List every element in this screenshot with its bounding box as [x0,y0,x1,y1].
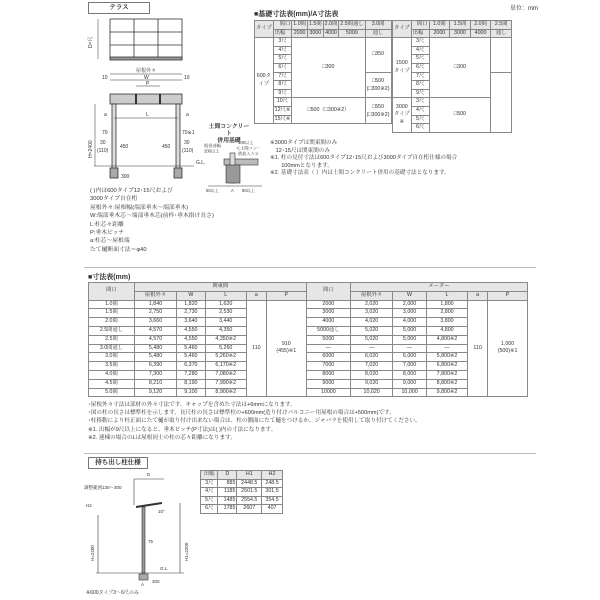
value-cell: □500 [429,98,491,132]
cell: 354.5 [262,496,283,505]
row-label: 4尺 [411,106,429,115]
cell: 1,620 [205,300,246,309]
row-label: 3尺 [411,98,429,107]
concrete-note: 100以上 [238,140,254,145]
col-head: L [205,291,246,300]
col-head: 2.0間 [323,21,339,30]
legend-line: P:垂木ピッチ [90,230,125,237]
cell: 2,730 [177,309,205,318]
cell: 3,020 [351,309,393,318]
col-head: H2 [262,471,283,480]
cell: — [351,344,393,353]
h30-left: 30 [100,140,106,146]
foundation-notes [270,140,457,178]
cell: 4,800 [426,326,467,335]
row-label: 5尺 [411,115,429,124]
cell: 7,990※2 [205,379,246,388]
cell: 7,300 [134,370,176,379]
row-label: 10尺 [273,98,292,107]
col-head: 1.0間 [292,21,308,30]
col-head: 3000 [450,29,471,38]
cell: 2000 [306,300,350,309]
cell: 885 [218,479,237,488]
legend-line: ( )内は600タイプ12･15尺および [90,188,173,194]
cell: 5,000 [393,326,427,335]
cell: 2554.5 [237,496,262,505]
legend [90,187,214,254]
row-label: 3尺 [273,38,292,47]
cell: 5,260※2 [205,353,246,362]
col-head: 屋根外々 [351,291,393,300]
foundation-table-600 [254,20,392,124]
row-label: 7尺 [273,72,292,81]
table-row [89,388,528,397]
cell: 4,570 [134,326,176,335]
row-label: 9尺 [411,89,429,98]
cell: 5000通し [306,326,350,335]
roof-plan [110,19,182,59]
foundation-table-1500-3000 [392,20,512,133]
cell: 1,820 [177,300,205,309]
note-line: ※3000タイプは関東間のみ [270,140,338,146]
legend-line: 屋根外々:屋根幅(端部垂木～端部垂木) [90,204,189,211]
row-label: 7尺 [411,72,429,81]
row-label: 4尺 [411,46,429,55]
col-head: 4000 [470,29,491,38]
concrete-note: 50以上 [242,188,256,193]
cell: 6尺 [201,505,218,514]
cell: 2,000 [393,300,427,309]
legend-line: L:柱芯々距離 [90,221,124,228]
concrete-note: 鉄筋入り≫ [238,151,259,156]
value-cell: □350 [365,38,391,72]
concrete-note: 根巻部幅 [204,143,221,148]
gl-label: G.L. [196,160,206,166]
cell: 3尺 [201,479,218,488]
cell: 5,480 [134,353,176,362]
ten-left: 10 [102,75,108,81]
cell: 6,800※2 [426,362,467,371]
cell: 407 [262,505,283,514]
l-label: L [146,112,149,118]
col-span: 間口 [273,21,292,30]
value-cell: □500（□300※2） [292,98,365,124]
cell: 8,000 [393,370,427,379]
cell: 6,170※2 [205,362,246,371]
row-label: 6尺 [273,63,292,72]
cell: 248.5 [262,479,283,488]
cell: 8,190 [177,379,205,388]
cell: 2.0間 [89,318,135,327]
cell: 7,280 [177,370,205,379]
table-row [89,318,528,327]
cell: 8000 [306,370,350,379]
note-line: ※1. 出幅が9尺以上になると、垂木ピッチ(P寸法)は( )内の寸法になります。 [88,426,277,433]
table-row [89,309,528,318]
cell: 5,460 [177,353,205,362]
note-line: 100mmとなります。 [270,162,333,169]
col-proj: 出幅 [273,29,292,38]
cell: 6000 [306,353,350,362]
cell: 4,570 [134,335,176,344]
col-head: H1 [237,471,262,480]
cell: — [426,344,467,353]
note-line: ※2. 基礎寸法表（ ）内は土間コンクリート併用の基礎寸法となります。 [270,170,450,177]
note-line: ･柱移動により柱正面にたて樋が取り付け出来ない場合は、柱の側面にたて樋をつけるか、ジャバラを使用して取り付けてください。 [88,418,421,425]
cell: 9,800※2 [426,388,467,397]
cell: 6,390 [134,362,176,371]
cell: — [393,344,427,353]
a-right: a [186,112,189,118]
col-head: a [468,291,488,300]
cantilever-label: 持ち出し柱仕様 [88,457,148,469]
cell: 4.5間 [89,379,135,388]
cell: 4,020 [351,318,393,327]
value-cell: □300 [292,38,365,98]
dims-title: ■寸法表(mm) [88,274,131,281]
divider [84,267,536,268]
value-cell [365,72,391,98]
col-head: 4000 [323,29,339,38]
h-label: H=2400 [90,545,95,561]
a-label: A [141,582,145,587]
row-label: 9尺 [273,89,292,98]
col-head: 通し [365,29,391,38]
col-head: W [177,291,205,300]
unit-label: 単位：mm [510,6,538,12]
cell: 110 [468,300,488,397]
col-head: 1.5間 [450,21,471,30]
dims-notes [88,401,421,442]
cell: 7,080※2 [205,370,246,379]
col-head: 出幅 [201,471,218,480]
row-label: 8尺 [273,81,292,90]
col-span: 間口 [89,283,135,301]
cell: 2.5間通し [89,326,135,335]
row-label: 3尺 [411,38,429,47]
cell: — [306,344,350,353]
col-head: P [266,291,306,300]
row-label: 8尺 [411,81,429,90]
cell: 4尺 [201,488,218,497]
col-head: 2000 [429,29,450,38]
d300-label: 300 [152,579,160,584]
cell: 3,440 [205,318,246,327]
cell: 5尺 [201,496,218,505]
cell: 7000 [306,362,350,371]
p-value: 910 [281,340,291,347]
cell: 3.5間 [89,362,135,371]
h30-right: 30 [184,140,190,146]
col-head: 3.0間 [365,21,391,30]
concrete-note: 50以上 [206,188,220,193]
col-head: 1.5間 [307,21,323,30]
cell: 8,020 [351,370,393,379]
col-head: 通し [491,29,512,38]
d450-right: 450 [162,144,171,150]
cell [488,300,528,397]
cell: 2607 [237,505,262,514]
cell: 301.5 [262,488,283,497]
cell: 1.5間 [89,309,135,318]
h110-right: (110) [182,148,194,154]
cell: 4,550 [177,326,205,335]
group-kanto: 関東間 [134,283,306,292]
cell: 8,800※2 [426,379,467,388]
cell: 2,530 [205,309,246,318]
col-head: 2.5間 [491,21,512,30]
cell: 8,900※2 [205,388,246,397]
cell: 4,350 [205,326,246,335]
d300-label: 300 [121,174,130,180]
cell: 7,020 [351,362,393,371]
d450-left: 450 [120,144,129,150]
cell: 9,000 [393,379,427,388]
cell: 9000 [306,379,350,388]
cell: 3.0間通し [89,344,135,353]
row-label: 15尺※ [273,115,292,124]
terrace-label: テラス [88,2,150,14]
type-cell: 1500タイプ [393,38,412,98]
cell: 1185 [218,488,237,497]
col-head: P [488,291,528,300]
cell: 5,260 [205,344,246,353]
cell: 9,120 [134,388,176,397]
cell: 7,000 [393,362,427,371]
col-head: 5000 [339,29,365,38]
cell: 4000 [306,318,350,327]
legend-line: 3000タイプ自在桁 [90,196,138,203]
cell: 4,350※2 [205,335,246,344]
row-label: 5尺 [411,55,429,64]
cantilever-note: ※600タイプ3～6尺のみ [86,590,139,596]
table-row [89,300,528,309]
cell: 6,020 [351,353,393,362]
table-row [89,326,528,335]
divider [84,453,536,454]
cell: 8,210 [134,379,176,388]
cell: 1,800 [426,300,467,309]
row-label: 12尺※ [273,106,292,115]
table-row [89,344,528,353]
value-sub: (□300※2) [366,85,390,92]
cell: 10,020 [351,388,393,397]
cell: 2,750 [134,309,176,318]
h70-right: 70※1 [182,130,195,136]
cell: 2.5間 [89,335,135,344]
d-label: D [147,472,151,477]
cell: 6,370 [177,362,205,371]
cell: 3000 [306,309,350,318]
ten-right: 10 [184,75,190,81]
empty-cell [491,38,512,72]
value-sub: (□300※2) [366,111,390,118]
angle-label: 10° [158,509,165,514]
legend-line: W:端部垂木芯～端部垂木芯(前枠･垂木掛け長さ) [90,213,214,220]
note-line: ･屋根外々寸法は部材の外々寸法です。キャップを含めた寸法は+6mmになります。 [88,402,296,408]
concrete-title-line: 併用基礎 [217,138,241,144]
cell: 5,800※2 [426,353,467,362]
cantilever-table [200,470,283,514]
cell: 5,020 [351,335,393,344]
table-row [89,353,528,362]
a-label: A [231,188,234,193]
col-head: 1.0間 [429,21,450,30]
terrace-drawing [84,12,214,184]
p-value-alt: (500)※1 [497,348,518,355]
cell: 5000 [306,335,350,344]
col-type: タイプ [255,21,274,38]
note-line: 12･15尺は関東間のみ [270,147,330,154]
col-span: 間口 [411,21,429,30]
cell: 5,000 [393,335,427,344]
cell: 4.0間 [89,370,135,379]
p75-label: 75 [148,539,154,544]
p-value-alt: (455)※1 [276,348,297,355]
h110-left: (110) [97,148,109,154]
table-row [89,335,528,344]
cantilever-drawing [84,469,194,587]
note-line: ※2. 連棟の場合のLは屋根同士の柱の芯々距離になります。 [88,434,236,441]
p-label: P [146,81,150,87]
row-label: 6尺 [411,124,429,133]
gl-label: G.L. [160,566,169,571]
concrete-title-line: 土間コンクリート [208,124,250,137]
cell: 2,020 [351,300,393,309]
cell: 7,800※2 [426,370,467,379]
col-head: 2000 [292,29,308,38]
legend-line: たて樋断面寸法＝φ40 [90,246,147,253]
col-head: a [246,291,266,300]
table-row [89,379,528,388]
table-row [89,362,528,371]
value-cell: □300 [429,38,491,98]
table-row [89,370,528,379]
row-label: 4尺 [273,46,292,55]
cell: 5,460 [177,344,205,353]
cell: 5.0間 [89,388,135,397]
cell: 9,020 [351,379,393,388]
empty-cell [491,72,512,132]
col-span: 間口 [306,283,350,301]
cell: 4,550 [177,335,205,344]
value-cell [365,98,391,124]
note-line: ※1. 柱の見付寸法は600タイプ12･15尺および3000タイプ自在桁仕様の場合 [270,155,458,162]
col-head: D [218,471,237,480]
p-value: 1,000 [500,340,515,347]
a-left: a [104,112,107,118]
cell: 6,000 [393,353,427,362]
concrete-note: 200以上 [204,148,220,154]
h2-label: H2 [86,503,92,508]
cell: 3,800 [426,318,467,327]
cell: 5,020 [351,326,393,335]
col-head: 屋根外々 [134,291,176,300]
cell: 4,000 [393,318,427,327]
h1-label: H1=2200 [184,542,189,561]
col-head: 3000 [307,29,323,38]
concrete-drawing [204,139,266,193]
depth-label: D=尺 [88,36,94,48]
cell: 1.0間 [89,300,135,309]
w-label: W [144,75,149,81]
dimensions-table [88,282,528,397]
cell: 1,840 [134,300,176,309]
h70-left: 70 [102,130,108,136]
adjust-label: 調整範囲130～300 [84,485,122,490]
cell: 1785 [218,505,237,514]
legend-line: a:柱芯～屋根端 [90,238,130,245]
cell [266,300,306,397]
concrete-note: ≪土間コン･ [236,145,260,151]
col-type: タイプ [393,21,412,38]
h-label: H=2400 [88,140,94,158]
group-meter: メーター [351,283,528,292]
cell: 2501.5 [237,488,262,497]
cell: 110 [246,300,266,397]
foundation-title: ■基礎寸法表(mm)/A寸法表 [254,11,339,18]
col-head: L [426,291,467,300]
note-line: ･図の柱の長さは標準柱を示します。長尺柱の長さは標準柱の+600mm(造り付けバルコニー用屋根の場合は+500mm)です。 [88,410,395,417]
cell: 10000 [306,388,350,397]
row-label: 6尺 [411,63,429,72]
cell: 3,660 [134,318,176,327]
cell: 1485 [218,496,237,505]
value-text: □550 [372,103,385,110]
cell: 2,800 [426,309,467,318]
cell: 9,100 [177,388,205,397]
type-cell: 3000タイプ※ [393,98,412,132]
cell: 2448.5 [237,479,262,488]
col-head: 2.0間 [470,21,491,30]
cell: 10,000 [393,388,427,397]
col-head: 2.5間通し [339,21,365,30]
cell: 3.0間 [89,353,135,362]
cell: 3,000 [393,309,427,318]
value-text: □500 [372,78,385,85]
cell: 3,640 [177,318,205,327]
row-label: 5尺 [273,55,292,64]
type-cell: 600タイプ [255,38,274,124]
roof-outer-label: 屋根外々 [136,68,157,74]
cell: 4,800※2 [426,335,467,344]
cell: 5,480 [134,344,176,353]
col-proj: 出幅 [411,29,429,38]
col-head: W [393,291,427,300]
